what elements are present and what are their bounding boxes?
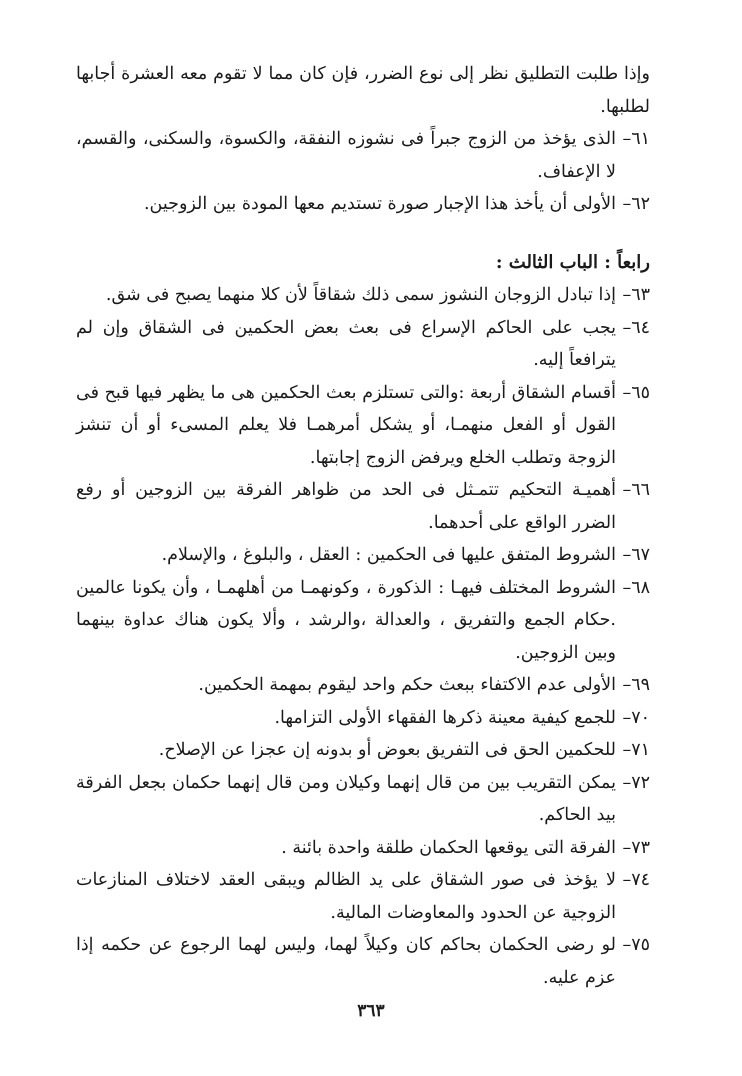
intro-paragraph: وإذا طلبت التطليق نظر إلى نوع الضرر، فإن كان مما لا تقوم معه العشرة أجابها لطلبها. xyxy=(76,64,650,117)
item-text: يمكن التقريب بين من قال إنهما وكيلان ومن قال إنهما حكمان بجعل الفرقة بيد الحاكم. xyxy=(76,772,616,825)
item-number: ٦٢– xyxy=(622,194,650,214)
item-text: يجب على الحاكم الإسراع فى بعث بعض الحكمين فى الشقاق وإن لم يترافعاً إليه. xyxy=(76,317,616,370)
list-item xyxy=(76,279,650,312)
body-text xyxy=(76,58,650,994)
item-number: ٦٤– xyxy=(622,317,650,338)
list-item xyxy=(76,123,650,188)
item-number: ٦٦– xyxy=(622,480,650,500)
conclusions-list-part-2 xyxy=(76,279,650,994)
item-text: لو رضى الحكمان بحاكم كان وكيلاً لهما، وليس لهما الرجوع عن حكمه إذا عزم عليه. xyxy=(76,935,616,988)
list-item xyxy=(76,669,650,702)
list-item xyxy=(76,864,650,929)
item-text: للحكمين الحق فى التفريق بعوض أو بدونه إن عجزا عن الإصلاح. xyxy=(158,740,616,760)
item-number: ٦٩– xyxy=(622,675,650,695)
list-item xyxy=(76,929,650,994)
item-text: لا يؤخذ فى صور الشقاق على يد الظالم ويبقى العقد لاختلاف المنازعات الزوجية عن الحدود والمعاوضات المالية. xyxy=(76,870,616,923)
item-number: ٦٣– xyxy=(622,285,650,305)
item-text: الشروط المتفق عليها فى الحكمين : العقل ، والبلوغ ، والإسلام. xyxy=(161,545,616,565)
list-item xyxy=(76,572,650,670)
item-number: ٦١– xyxy=(622,129,650,149)
item-number: ٧٢– xyxy=(622,772,650,793)
item-text: أهميـة التحكيم تتمـثل فى الحد من ظواهر الفرقة بين الزوجين أو رفع الضرر الواقع على أحدهما. xyxy=(76,480,616,533)
item-number: ٦٧– xyxy=(622,545,650,565)
item-text: الأولى أن يأخذ هذا الإجبار صورة تستديم معها المودة بين الزوجين. xyxy=(143,194,616,214)
item-text: للجمع كيفية معينة ذكرها الفقهاء الأولى التزامها. xyxy=(274,707,616,728)
item-text: الشروط المختلف فيهـا : الذكورة ، وكونهمـا من أهلهمـا ، وأن يكونا عالمين .حكام الجمع والتفريق ، والعدالة ،والرشد ، وألا يكون هناك عداوة بينهما وبين الزوجين. xyxy=(76,577,616,663)
list-item xyxy=(76,767,650,832)
item-number: ٦٥– xyxy=(622,382,650,403)
list-item xyxy=(76,702,650,735)
item-number: ٧١– xyxy=(622,740,650,760)
page-number: ٣٦٣ xyxy=(357,1001,385,1021)
list-item xyxy=(76,377,650,475)
list-item xyxy=(76,188,650,221)
item-number: ٦٨– xyxy=(622,577,650,598)
list-item xyxy=(76,832,650,865)
item-number: ٧٠– xyxy=(622,707,650,728)
list-item xyxy=(76,312,650,377)
list-item xyxy=(76,734,650,767)
item-number: ٧٣– xyxy=(622,837,650,858)
item-text: إذا تبادل الزوجان النشوز سمى ذلك شقاقاً لأن كلا منهما يصبح فى شق. xyxy=(105,285,616,305)
chapter-heading: رابعاً : الباب الثالث : xyxy=(495,251,650,273)
item-text: الذى يؤخذ من الزوج جبراً فى نشوزه النفقة، والكسوة، والسكنى، والقسم، لا الإعفاف. xyxy=(76,129,616,182)
item-text: الفرقة التى يوقعها الحكمان طلقة واحدة بائنة . xyxy=(281,837,616,858)
list-item xyxy=(76,474,650,539)
item-text: أقسام الشقاق أربعة :والتى تستلزم بعث الحكمين هى ما يظهر فيها قبح فى القول أو الفعل منهمـا، أو يشكل أمرهمـا فلا يعلم المسىء أو أن تنشز الزوجة وتطلب الخلع ويرفض الزوج إجابتها. xyxy=(76,382,616,468)
item-text: الأولى عدم الاكتفاء ببعث حكم واحد ليقوم بمهمة الحكمين. xyxy=(198,675,616,695)
conclusions-list-part-1 xyxy=(76,123,650,221)
list-item xyxy=(76,539,650,572)
item-number: ٧٤– xyxy=(622,870,650,890)
item-number: ٧٥– xyxy=(622,935,650,955)
